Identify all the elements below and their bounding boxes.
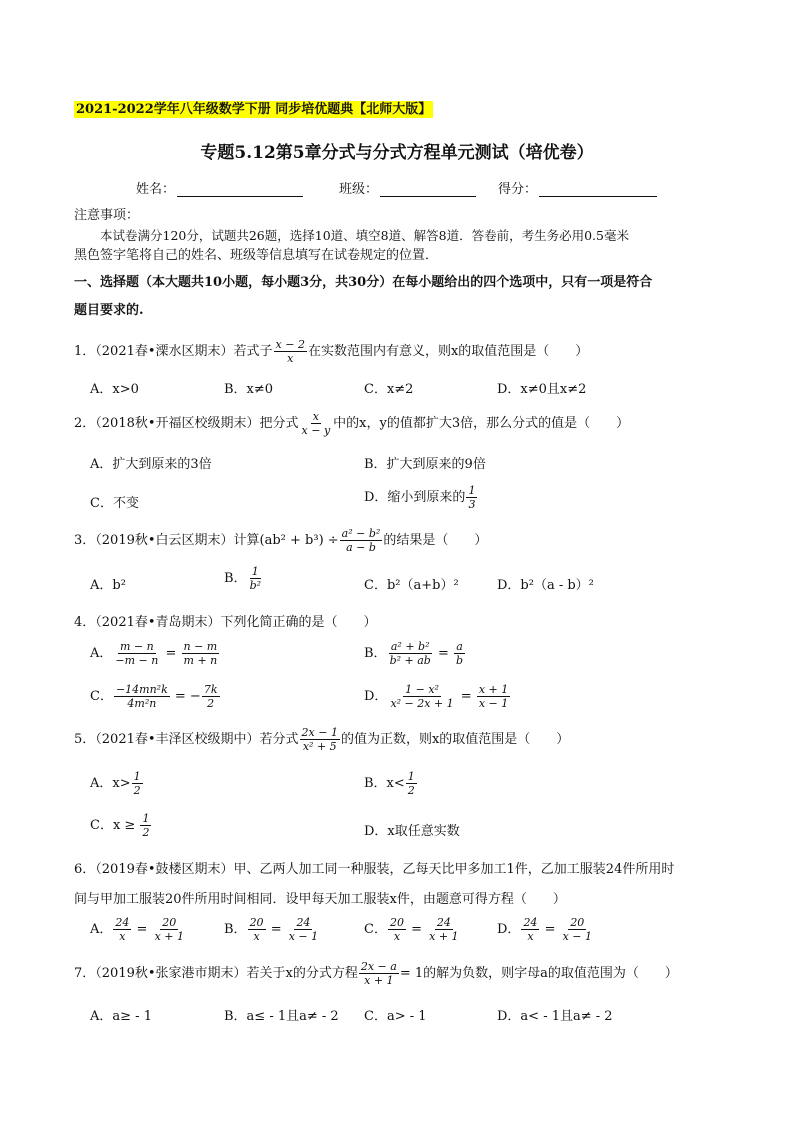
q7-stem: 7．（2019秋•张家港市期末）若关于x的分式方程 bbox=[74, 966, 358, 981]
question-3 bbox=[74, 527, 487, 554]
name-blank bbox=[177, 184, 303, 197]
q1-fraction: $\frac{x - 2}{x}$ bbox=[275, 338, 305, 365]
q7-option-a: A．a≥ - 1 bbox=[90, 1009, 152, 1024]
q7-stem-end: = 1的解为负数，则字母a的取值范围为（ ） bbox=[399, 966, 678, 981]
notice-line-1: 本试卷满分120分，试题共26题，选择10道、填空8道、解答8道．答卷前，考生务必用0.5毫米 bbox=[100, 228, 629, 243]
section-heading-line-1: 一、选择题（本大题共10小题，每小题3分，共30分）在每小题给出的四个选项中，只有一项是符合 bbox=[74, 275, 653, 290]
q4-option-d: D． $\frac{\text{1 − x²}}{\text{x² − 2x + 1}}$ = $\frac{x + 1}{x - 1}$ bbox=[364, 683, 509, 710]
q1-option-b: B．x≠0 bbox=[224, 382, 274, 397]
class-field bbox=[339, 178, 476, 197]
q6-option-b: B． $\frac{20}{x}$ = $\frac{24}{x - 1}$ bbox=[224, 916, 319, 943]
q4-option-a: A． $\frac{m - n}{-m - n}$ = $\frac{n - m}{m + n}$ bbox=[90, 640, 218, 667]
q3-stem-end: 的结果是（ ） bbox=[383, 533, 488, 548]
q2-option-a: A．扩大到原来的3倍 bbox=[90, 457, 212, 472]
q5-option-a: A．x> $\frac{1}{2}$ bbox=[90, 770, 141, 797]
q1-stem: 1．（2021春•溧水区期末）若式子 bbox=[74, 344, 273, 359]
notice-heading: 注意事项： bbox=[74, 208, 140, 223]
q5-stem-end: 的值为正数，则x的取值范围是（ ） bbox=[340, 732, 570, 747]
q3-option-c: C．b²（a+b）² bbox=[364, 578, 459, 593]
q3-stem: 3．（2019秋•白云区期末）计算(ab² + b³) ÷ bbox=[74, 533, 339, 548]
q3-option-a: A．b² bbox=[90, 578, 126, 593]
q5-stem: 5．（2021春•丰泽区校级期中）若分式 bbox=[74, 732, 299, 747]
q3-option-d: D．b²（a - b）² bbox=[497, 578, 594, 593]
question-7 bbox=[74, 960, 678, 987]
question-4: 4．（2021春•青岛期末）下列化简正确的是（ ） bbox=[74, 615, 377, 630]
q2-fraction: $\frac{x}{x - y}$ bbox=[301, 410, 331, 437]
q3-fraction: $\frac{\text{a² − b²}}{a - b}$ bbox=[341, 527, 381, 554]
q2-stem-end: 中的x，y的值都扩大3倍，那么分式的值是（ ） bbox=[333, 416, 630, 431]
q7-fraction: $\frac{2x - a}{x + 1}$ bbox=[360, 960, 397, 987]
score-field bbox=[498, 178, 657, 197]
q3-option-b: B． $\frac{1}{\text{b²}}$ bbox=[224, 565, 262, 592]
q7-option-b: B．a≤ - 1且a≠ - 2 bbox=[224, 1009, 339, 1024]
notice-line-2: 黑色签字笔将自己的姓名、班级等信息填写在试卷规定的位置． bbox=[74, 248, 439, 263]
page-title: 专题5.12第5章分式与分式方程单元测试（培优卷） bbox=[200, 143, 594, 163]
score-blank bbox=[539, 184, 657, 197]
q7-option-d: D．a< - 1且a≠ - 2 bbox=[497, 1009, 613, 1024]
q4-option-b: B． $\frac{\text{a² + b²}}{\text{b² + ab}}$ = $\frac{a}{b}$ bbox=[364, 640, 464, 667]
q1-option-c: C．x≠2 bbox=[364, 382, 414, 397]
q2-stem: 2．（2018秋•开福区校级期末）把分式 bbox=[74, 416, 299, 431]
class-label: 班级： bbox=[339, 182, 379, 197]
name-field bbox=[136, 178, 303, 197]
q1-stem-end: 在实数范围内有意义，则x的取值范围是（ ） bbox=[307, 344, 589, 359]
q5-option-d: D．x取任意实数 bbox=[364, 824, 460, 839]
q4-option-c: C． $\frac{\text{−14mn²k}}{\text{4m²n}}$ = − $\frac{7k}{2}$ bbox=[90, 683, 218, 710]
book-banner: 2021-2022学年八年级数学下册 同步培优题典【北师大版】 bbox=[76, 102, 432, 117]
question-1 bbox=[74, 338, 588, 365]
q6-option-a: A． $\frac{24}{x}$ = $\frac{20}{x + 1}$ bbox=[90, 916, 184, 943]
q6-option-c: C． $\frac{20}{x}$ = $\frac{24}{x + 1}$ bbox=[364, 916, 459, 943]
q1-option-a: A．x>0 bbox=[90, 382, 139, 397]
question-2 bbox=[74, 410, 629, 437]
question-6-line-1: 6．（2019春•鼓楼区期末）甲、乙两人加工同一种服装，乙每天比甲多加工1件，乙加工服装24件所用时 bbox=[74, 862, 675, 877]
q1-option-d: D．x≠0且x≠2 bbox=[497, 382, 587, 397]
q2-option-c: C．不变 bbox=[90, 496, 139, 511]
q6-option-d: D． $\frac{24}{x}$ = $\frac{20}{x - 1}$ bbox=[497, 916, 593, 943]
question-5 bbox=[74, 726, 569, 753]
q5-fraction: $\frac{2x - 1}{\text{x² + 5}}$ bbox=[301, 726, 338, 753]
q5-option-b: B．x< $\frac{1}{2}$ bbox=[364, 770, 415, 797]
section-heading-line-2: 题目要求的. bbox=[74, 303, 144, 318]
q5-option-c: C．x ≥ $\frac{1}{2}$ bbox=[90, 812, 150, 839]
q7-option-c: C．a> - 1 bbox=[364, 1009, 427, 1024]
q2-option-d: D．缩小到原来的 $\frac{1}{3}$ bbox=[364, 484, 476, 511]
class-blank bbox=[380, 184, 476, 197]
score-label: 得分： bbox=[498, 182, 538, 197]
name-label: 姓名： bbox=[136, 182, 176, 197]
question-6-line-2: 间与甲加工服装20件所用时间相同．设甲每天加工服装x件，由题意可得方程（ ） bbox=[74, 892, 566, 907]
q2-option-b: B．扩大到原来的9倍 bbox=[364, 457, 486, 472]
